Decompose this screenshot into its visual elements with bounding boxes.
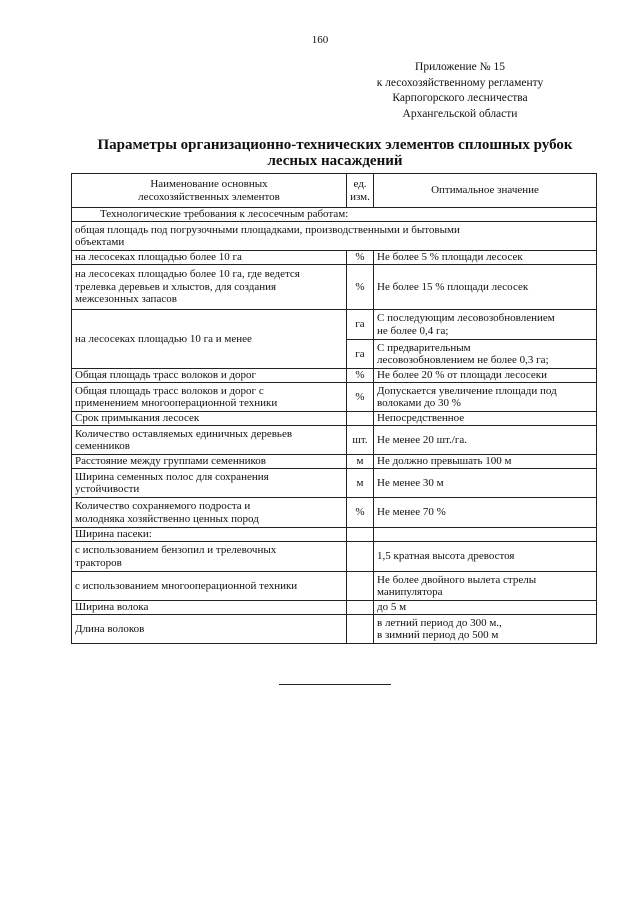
header-value: Оптимальное значение — [374, 174, 597, 208]
row-value — [374, 528, 597, 542]
table-header-row — [72, 174, 597, 208]
row-name: Расстояние между группами семенников — [72, 455, 347, 469]
appendix-block — [350, 60, 570, 122]
row-name: на лесосеках площадью 10 га и менее — [72, 310, 347, 369]
row-value: С последующим лесовозобновлением не более 0,4 га; — [374, 310, 597, 340]
title-line: Параметры организационно-технических элементов сплошных рубок — [97, 137, 573, 153]
row-name: Длина волоков — [72, 615, 347, 644]
section-title: Технологические требования к лесосечным работам: — [72, 208, 597, 222]
row-value: Непосредственное — [374, 412, 597, 426]
appendix-line: Карпогорского лесничества — [392, 92, 528, 104]
row-unit: % — [347, 251, 374, 265]
row-value: Не менее 20 шт./га. — [374, 426, 597, 455]
table-row — [72, 572, 597, 601]
row-value: Не более 5 % площади лесосек — [374, 251, 597, 265]
row-name: Ширина волока — [72, 601, 347, 615]
row-unit — [347, 601, 374, 615]
row-name: с использованием многооперационной техники — [72, 572, 347, 601]
row-unit — [347, 528, 374, 542]
row-value: в летний период до 300 м., в зимний период до 500 м — [374, 615, 597, 644]
table-row — [72, 310, 597, 340]
row-name: Общая площадь трасс волоков и дорог — [72, 369, 347, 383]
row-unit — [347, 615, 374, 644]
table-row — [72, 601, 597, 615]
table-row — [72, 222, 597, 251]
row-value: Не должно превышать 100 м — [374, 455, 597, 469]
section-row — [72, 208, 597, 222]
appendix-line: Приложение № 15 — [415, 61, 505, 73]
row-name: Количество оставляемых единичных деревьев семенников — [72, 426, 347, 455]
parameters-table — [71, 173, 597, 644]
row-unit: % — [347, 498, 374, 528]
row-value: Не менее 30 м — [374, 469, 597, 498]
appendix-line: к лесохозяйственному регламенту — [376, 76, 544, 89]
row-value: Не менее 70 % — [374, 498, 597, 528]
row-unit: % — [347, 265, 374, 310]
row-name: с использованием бензопил и трелевочных тракторов — [72, 542, 347, 572]
table-row — [72, 251, 597, 265]
row-value: Допускается увеличение площади под волоками до 30 % — [374, 383, 597, 412]
table-row — [72, 412, 597, 426]
page-number: 160 — [311, 34, 329, 46]
row-name: Срок примыкания лесосек — [72, 412, 347, 426]
row-name: Количество сохраняемого подроста и молодняка хозяйственно ценных пород — [72, 498, 347, 528]
table-row — [72, 455, 597, 469]
row-name: на лесосеках площадью более 10 га — [72, 251, 347, 265]
row-unit — [347, 542, 374, 572]
row-unit: шт. — [347, 426, 374, 455]
row-value: 1,5 кратная высота древостоя — [374, 542, 597, 572]
row-unit: м — [347, 455, 374, 469]
table-row — [72, 542, 597, 572]
row-unit: % — [347, 369, 374, 383]
page-title — [70, 137, 600, 169]
footer-divider — [279, 684, 391, 685]
appendix-line: Архангельской области — [402, 107, 518, 120]
table-row — [72, 265, 597, 310]
row-unit: га — [347, 340, 374, 369]
row-name: на лесосеках площадью более 10 га, где ведется трелевка деревьев и хлыстов, для создания межсезонных запасов — [72, 265, 347, 310]
title-line: лесных насаждений — [267, 153, 403, 169]
row-unit: % — [347, 383, 374, 412]
table-row — [72, 469, 597, 498]
row-value: С предварительным лесовозобновлением не более 0,3 га; — [374, 340, 597, 369]
header-name: Наименование основных лесохозяйственных элементов — [72, 174, 347, 208]
table-row — [72, 615, 597, 644]
table-row — [72, 528, 597, 542]
table-row — [72, 383, 597, 412]
row-name: Общая площадь трасс волоков и дорог с применением многооперационной техники — [72, 383, 347, 412]
table-row — [72, 498, 597, 528]
row-name: Ширина семенных полос для сохранения устойчивости — [72, 469, 347, 498]
table-row — [72, 426, 597, 455]
row-unit: м — [347, 469, 374, 498]
row-value: Не более 15 % площади лесосек — [374, 265, 597, 310]
header-unit: ед. изм. — [347, 174, 374, 208]
row-value: Не более 20 % от площади лесосеки — [374, 369, 597, 383]
row-value: Не более двойного вылета стрелы манипулятора — [374, 572, 597, 601]
row-name: общая площадь под погрузочными площадками, производственными и бытовыми объектами — [72, 222, 597, 251]
table-row — [72, 369, 597, 383]
row-unit — [347, 572, 374, 601]
row-unit — [347, 412, 374, 426]
row-value: до 5 м — [374, 601, 597, 615]
row-unit: га — [347, 310, 374, 340]
row-name: Ширина пасеки: — [72, 528, 347, 542]
